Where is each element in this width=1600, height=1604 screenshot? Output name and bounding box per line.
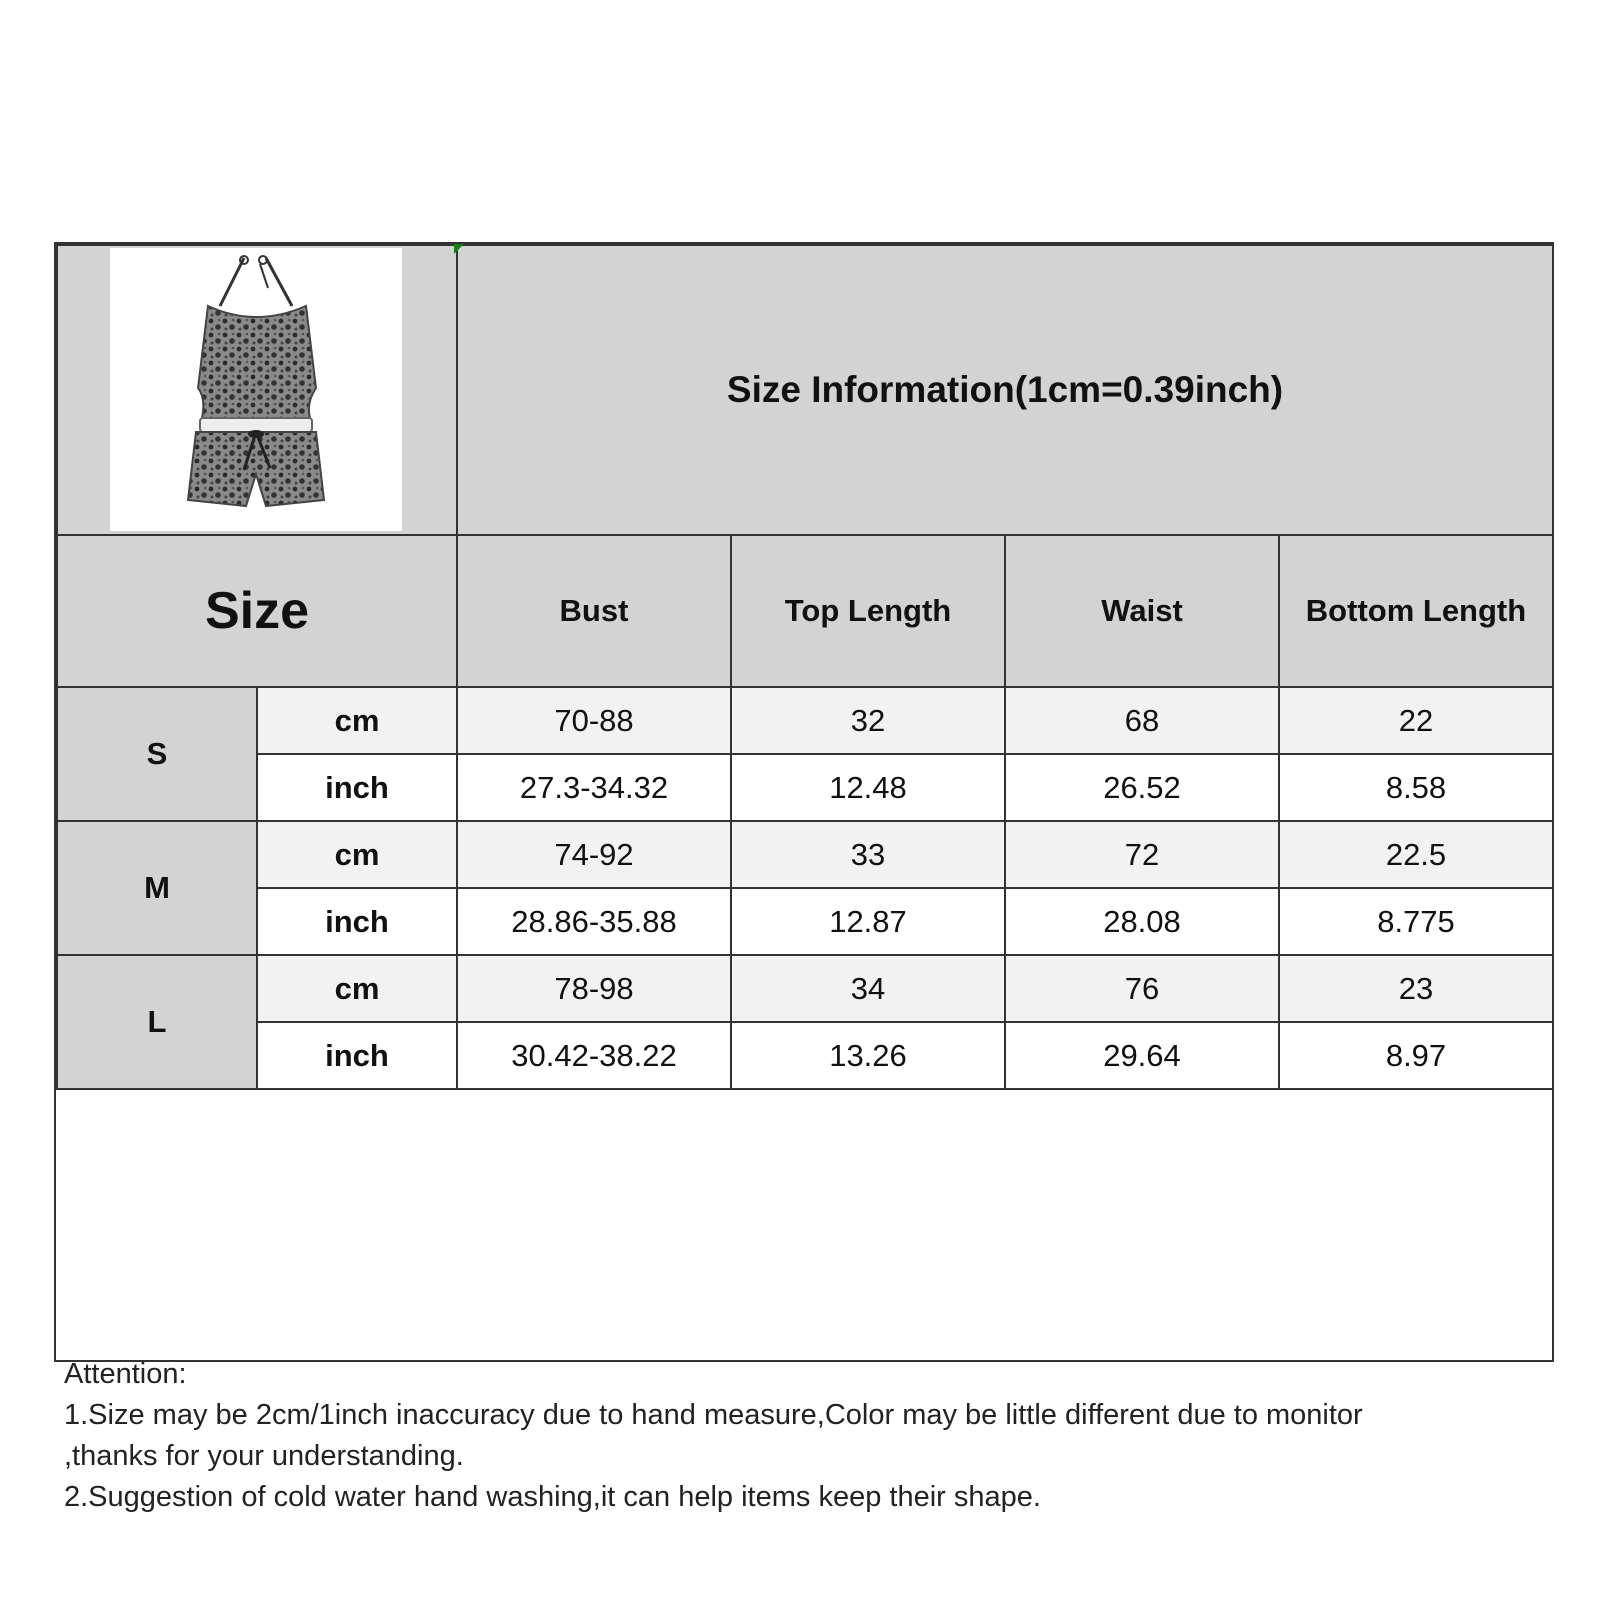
table-row <box>57 1022 1553 1089</box>
unit-cell: inch <box>257 754 457 821</box>
value-cell: 30.42-38.22 <box>457 1022 731 1089</box>
unit-cell: inch <box>257 888 457 955</box>
romper-illustration <box>110 248 402 531</box>
value-cell: 68 <box>1005 687 1279 754</box>
attention-line-1: 1.Size may be 2cm/1inch inaccuracy due to hand measure,Color may be little different due to monitor <box>64 1399 1363 1431</box>
value-cell: 12.87 <box>731 888 1005 955</box>
column-header-bottom-length: Bottom Length <box>1279 535 1553 687</box>
unit-cell: cm <box>257 955 457 1022</box>
cell-corner-marker <box>454 244 464 254</box>
value-cell: 33 <box>731 821 1005 888</box>
value-cell: 22 <box>1279 687 1553 754</box>
value-cell: 8.97 <box>1279 1022 1553 1089</box>
table-row <box>57 754 1553 821</box>
size-cell-s: S <box>57 687 257 821</box>
value-cell: 23 <box>1279 955 1553 1022</box>
value-cell: 78-98 <box>457 955 731 1022</box>
value-cell: 28.86-35.88 <box>457 888 731 955</box>
product-image-cell <box>57 245 457 535</box>
value-cell: 72 <box>1005 821 1279 888</box>
attention-heading: Attention: <box>64 1358 187 1390</box>
table-row <box>57 888 1553 955</box>
value-cell: 12.48 <box>731 754 1005 821</box>
value-cell: 74-92 <box>457 821 731 888</box>
table-row <box>57 821 1553 888</box>
value-cell: 22.5 <box>1279 821 1553 888</box>
table-row <box>57 955 1553 1022</box>
value-cell: 29.64 <box>1005 1022 1279 1089</box>
value-cell: 34 <box>731 955 1005 1022</box>
product-image <box>110 248 402 531</box>
attention-line-2: 2.Suggestion of cold water hand washing,it can help items keep their shape. <box>64 1481 1041 1513</box>
chart-title: Size Information(1cm=0.39inch) <box>457 245 1553 535</box>
value-cell: 27.3-34.32 <box>457 754 731 821</box>
value-cell: 28.08 <box>1005 888 1279 955</box>
value-cell: 26.52 <box>1005 754 1279 821</box>
value-cell: 70-88 <box>457 687 731 754</box>
value-cell: 8.775 <box>1279 888 1553 955</box>
size-cell-l: L <box>57 955 257 1089</box>
unit-cell: inch <box>257 1022 457 1089</box>
value-cell: 8.58 <box>1279 754 1553 821</box>
column-header-top-length: Top Length <box>731 535 1005 687</box>
value-cell: 32 <box>731 687 1005 754</box>
attention-notes <box>56 1348 1552 1604</box>
unit-cell: cm <box>257 687 457 754</box>
column-header-waist: Waist <box>1005 535 1279 687</box>
size-table <box>56 244 1554 1090</box>
value-cell: 13.26 <box>731 1022 1005 1089</box>
size-cell-m: M <box>57 821 257 955</box>
attention-line-1-cont: ,thanks for your understanding. <box>64 1440 464 1472</box>
table-row <box>57 687 1553 754</box>
size-heading: Size <box>57 535 457 687</box>
column-header-bust: Bust <box>457 535 731 687</box>
value-cell: 76 <box>1005 955 1279 1022</box>
size-chart <box>54 242 1554 1513</box>
unit-cell: cm <box>257 821 457 888</box>
